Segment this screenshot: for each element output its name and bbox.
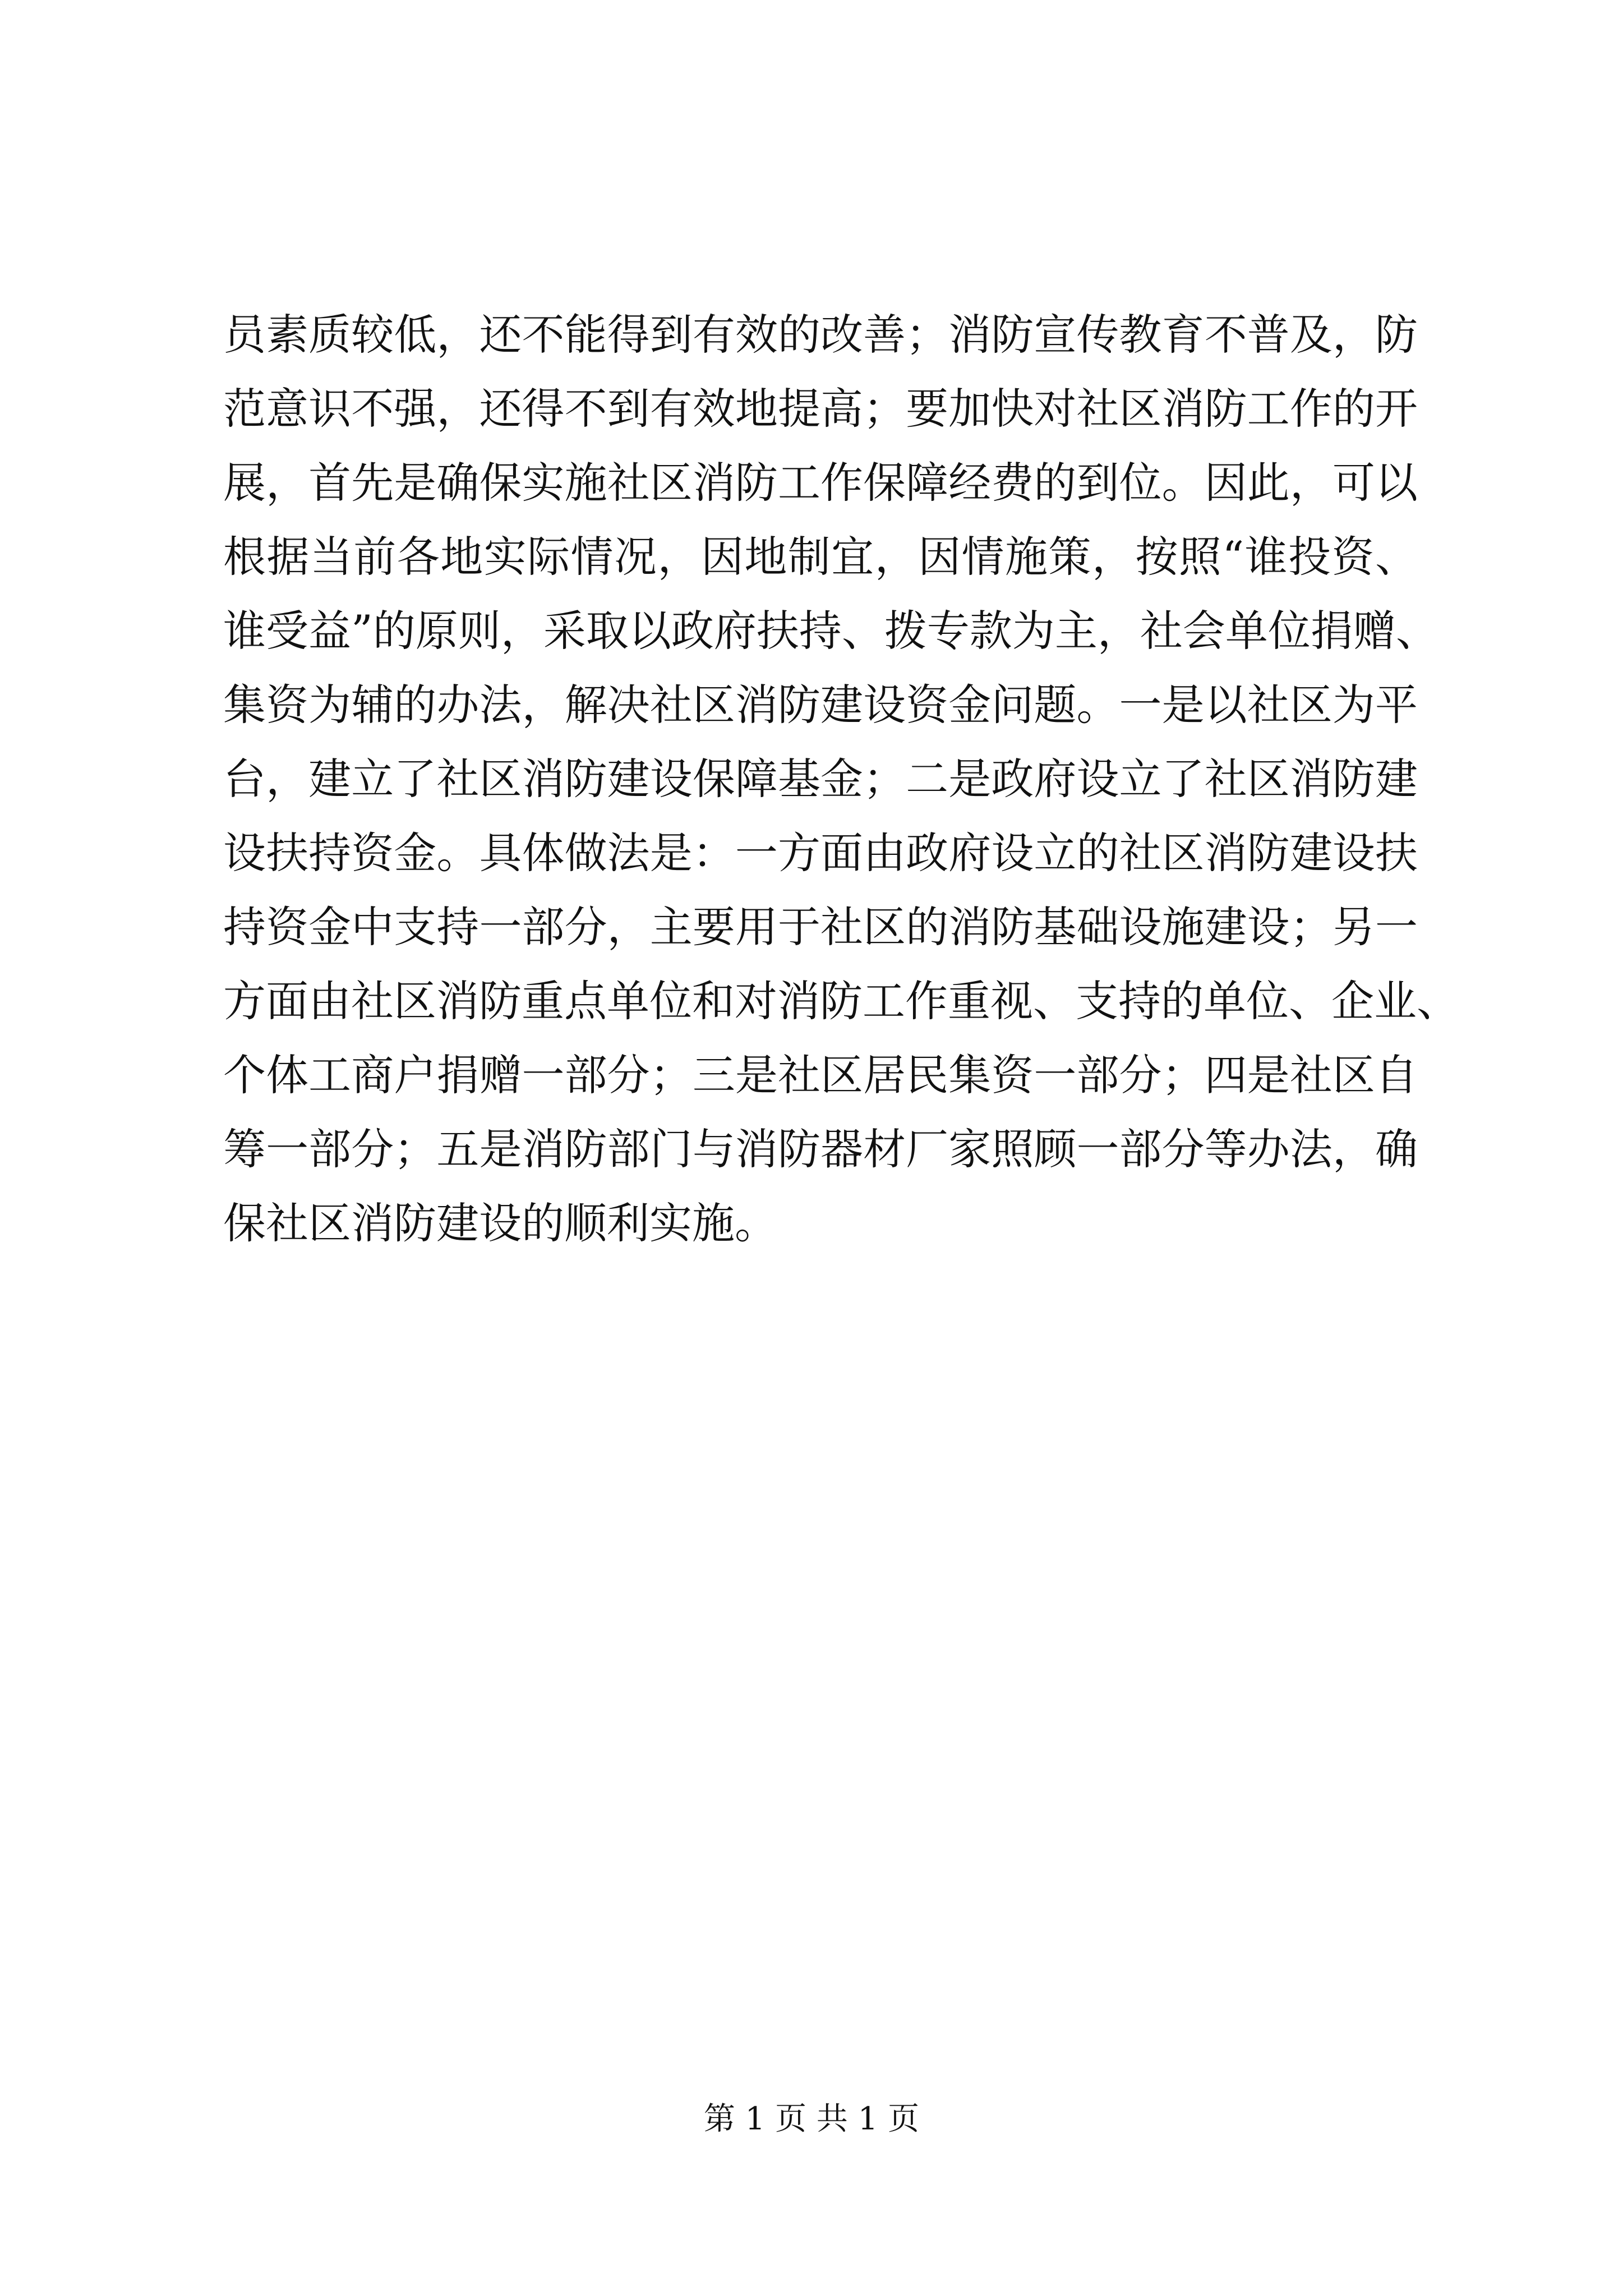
text-line: 根据当前各地实际情况，因地制宜，因情施策，按照“谁投资、 — [223, 532, 1418, 582]
text-line: 集资为辅的办法，解决社区消防建设资金问题。一是以社区为平 — [223, 680, 1418, 730]
text-line: 方面由社区消防重点单位和对消防工作重视、支持的单位、企业、 — [223, 976, 1459, 1026]
text-line: 台，建立了社区消防建设保障基金；二是政府设立了社区消防建 — [223, 754, 1418, 804]
text-line: 展，首先是确保实施社区消防工作保障经费的到位。因此，可以 — [223, 458, 1418, 508]
text-line: 保社区消防建设的顺利实施。 — [223, 1198, 777, 1248]
text-line: 设扶持资金。具体做法是：一方面由政府设立的社区消防建设扶 — [223, 828, 1418, 878]
page-footer: 第 1 页 共 1 页 — [703, 2101, 920, 2137]
body-paragraph — [223, 298, 1459, 1260]
text-line: 持资金中支持一部分，主要用于社区的消防基础设施建设；另一 — [223, 902, 1418, 952]
text-line: 范意识不强，还得不到有效地提高；要加快对社区消防工作的开 — [223, 384, 1418, 434]
text-line: 个体工商户捐赠一部分；三是社区居民集资一部分；四是社区自 — [223, 1050, 1418, 1100]
text-line: 筹一部分；五是消防部门与消防器材厂家照顾一部分等办法，确 — [223, 1124, 1418, 1174]
text-line: 员素质较低，还不能得到有效的改善；消防宣传教育不普及，防 — [223, 310, 1418, 360]
text-line: 谁受益”的原则，采取以政府扶持、拨专款为主，社会单位捐赠、 — [223, 606, 1438, 656]
